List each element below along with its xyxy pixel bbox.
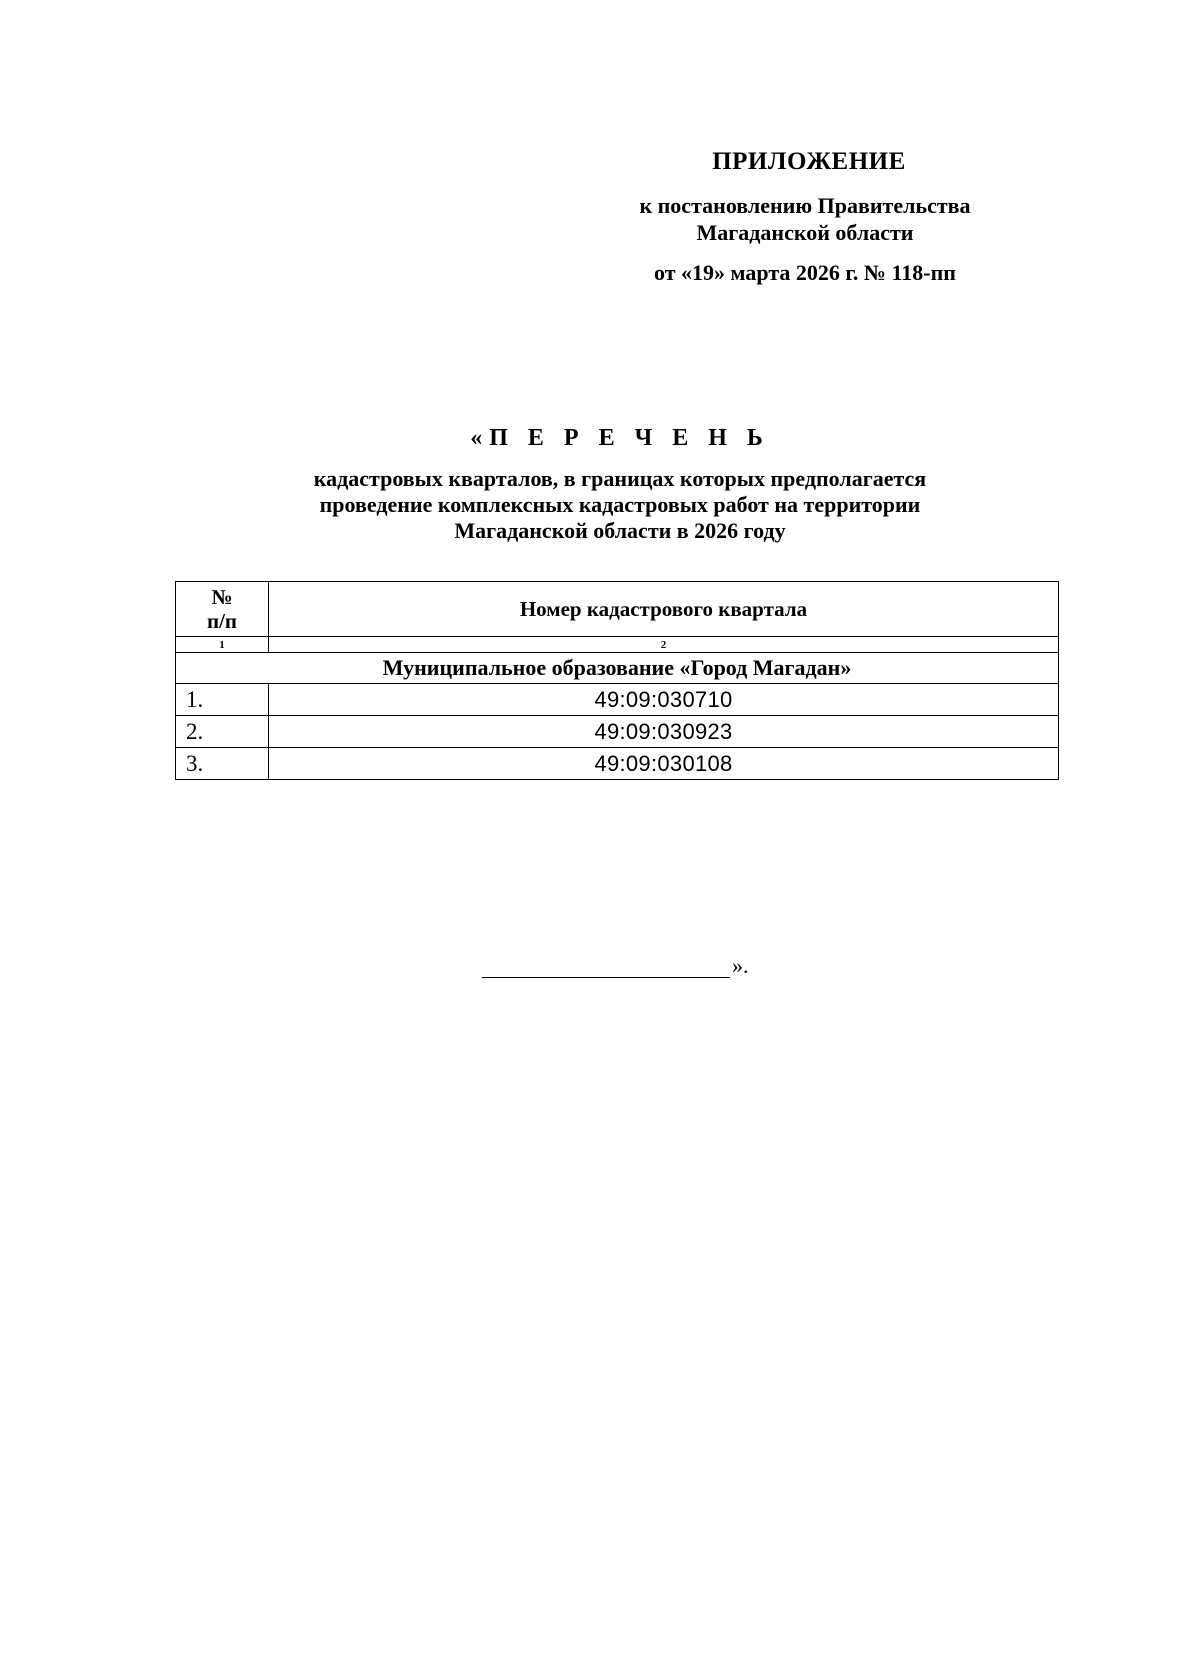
header-number-abbrev: п/п [206,609,238,633]
list-heading [170,425,1070,544]
header-number-cell [176,582,269,637]
appendix-resolution-line: к постановлению Правительства [639,193,971,218]
appendix-date-line: от «19» марта 2026 г. № 118-пп [654,260,956,285]
row-number: 2. [176,716,269,748]
row-number: 3. [176,748,269,780]
closing-rule [482,953,730,978]
appendix-region-line: Магаданской области [696,220,914,245]
cadastral-number: 49:09:030108 [269,748,1059,780]
table-row [176,716,1059,748]
closing-line [482,953,749,978]
list-title: «П Е Р Е Ч Е Н Ь [470,425,770,451]
cadastral-quarters-table [175,581,1059,780]
municipality-group-label: Муниципальное образование «Город Магадан» [176,653,1059,684]
list-subtitle-line-1: кадастровых кварталов, в границах которых предполагается [313,466,927,491]
row-number: 1. [176,684,269,716]
list-subtitle-line-2: проведение комплексных кадастровых работ на территории [319,492,921,517]
appendix-block [590,148,1020,286]
appendix-title: ПРИЛОЖЕНИЕ [712,148,906,175]
cadastral-number: 49:09:030710 [269,684,1059,716]
header-number-symbol: № [211,585,233,609]
index-cell-1: 1 [176,637,269,653]
table-row [176,748,1059,780]
list-subtitle-line-3: Магаданской области в 2026 году [454,518,786,543]
table-header-row [176,582,1059,637]
table-row [176,684,1059,716]
index-cell-2: 2 [269,637,1059,653]
table-index-row [176,637,1059,653]
header-code-cell: Номер кадастрового квартала [269,582,1059,637]
table-group-row [176,653,1059,684]
cadastral-number: 49:09:030923 [269,716,1059,748]
closing-quote: ». [732,953,749,978]
